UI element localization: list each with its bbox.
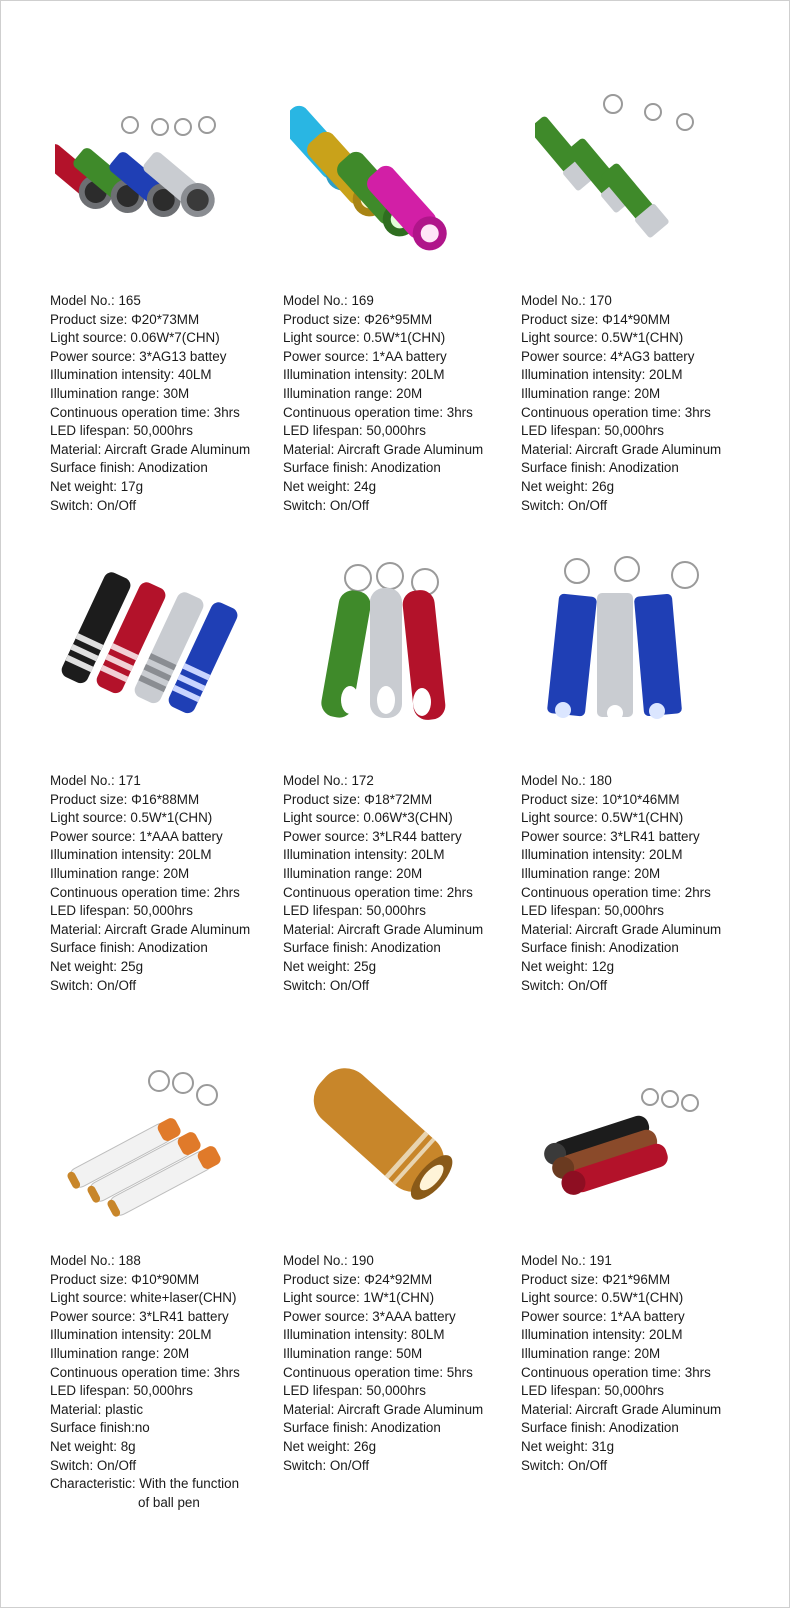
spec-weight: Net weight: 17g xyxy=(50,478,144,494)
spec-range: Illumination range: 20M xyxy=(50,1345,190,1361)
spec-weight: Net weight: 26g xyxy=(283,1438,377,1454)
spec-intensity: Illumination intensity: 20LM xyxy=(50,847,212,863)
spec-power: Power source: 1*AA battery xyxy=(521,1308,685,1324)
flashlight-190-photo xyxy=(295,1050,485,1230)
spec-runtime: Continuous operation time: 3hrs xyxy=(521,1364,711,1380)
spec-material: Material: Aircraft Grade Aluminum xyxy=(521,1401,722,1417)
spec-light: Light source: 1W*1(CHN) xyxy=(283,1290,435,1306)
flashlight-170-photo xyxy=(535,90,725,270)
spec-weight: Net weight: 24g xyxy=(283,478,377,494)
spec-weight: Net weight: 12g xyxy=(521,958,615,974)
spec-lifespan: LED lifespan: 50,000hrs xyxy=(50,423,193,439)
spec-model: Model No.: 190 xyxy=(283,1253,374,1268)
spec-light: Light source: 0.5W*1(CHN) xyxy=(50,810,213,826)
spec-range: Illumination range: 20M xyxy=(521,385,661,401)
spec-size: Product size: Φ24*92MM xyxy=(283,1271,433,1287)
keyring-icon xyxy=(149,1071,217,1105)
spec-finish: Surface finish: Anodization xyxy=(283,940,441,956)
flashlight-172-photo xyxy=(300,560,490,740)
spec-material: Material: Aircraft Grade Aluminum xyxy=(521,441,722,457)
spec-model: Model No.: 172 xyxy=(283,773,374,788)
spec-switch: Switch: On/Off xyxy=(50,977,137,993)
spec-switch: Switch: On/Off xyxy=(283,977,370,993)
product-specs-171 xyxy=(50,772,250,995)
spec-model: Model No.: 180 xyxy=(521,773,612,788)
spec-material: Material: Aircraft Grade Aluminum xyxy=(283,1401,484,1417)
spec-switch: Switch: On/Off xyxy=(283,497,370,513)
spec-finish: Surface finish: Anodization xyxy=(283,1420,441,1436)
spec-model: Model No.: 169 xyxy=(283,293,374,308)
spec-runtime: Continuous operation time: 2hrs xyxy=(521,884,711,900)
spec-model: Model No.: 188 xyxy=(50,1253,141,1268)
spec-light: Light source: 0.5W*1(CHN) xyxy=(521,810,684,826)
spec-range: Illumination range: 50M xyxy=(283,1345,423,1361)
product-specs-188 xyxy=(50,1252,240,1512)
spec-runtime: Continuous operation time: 3hrs xyxy=(521,404,711,420)
flashlight-165-photo xyxy=(55,105,245,285)
spec-runtime: Continuous operation time: 5hrs xyxy=(283,1364,473,1380)
spec-lifespan: LED lifespan: 50,000hrs xyxy=(521,1383,664,1399)
spec-light: Light source: 0.06W*3(CHN) xyxy=(283,810,453,826)
spec-size: Product size: Φ21*96MM xyxy=(521,1271,671,1287)
spec-runtime: Continuous operation time: 2hrs xyxy=(283,884,473,900)
spec-model: Model No.: 165 xyxy=(50,293,141,308)
spec-power: Power source: 3*AAA battery xyxy=(283,1308,456,1324)
spec-lifespan: LED lifespan: 50,000hrs xyxy=(50,1383,193,1399)
spec-material: Material: Aircraft Grade Aluminum xyxy=(50,441,251,457)
keyring-icon xyxy=(642,1089,698,1111)
spec-range: Illumination range: 20M xyxy=(283,865,423,881)
spec-range: Illumination range: 20M xyxy=(521,865,661,881)
spec-lifespan: LED lifespan: 50,000hrs xyxy=(283,903,426,919)
spec-size: Product size: Φ14*90MM xyxy=(521,311,671,327)
spec-model: Model No.: 171 xyxy=(50,773,141,788)
spec-material: Material: plastic xyxy=(50,1401,144,1417)
product-specs-165 xyxy=(50,292,250,515)
spec-model: Model No.: 191 xyxy=(521,1253,612,1268)
spec-range: Illumination range: 20M xyxy=(521,1345,661,1361)
product-specs-180 xyxy=(521,772,721,995)
spec-power: Power source: 4*AG3 battery xyxy=(521,348,695,364)
spec-characteristic: Characteristic: With the function xyxy=(50,1476,240,1492)
spec-runtime: Continuous operation time: 3hrs xyxy=(50,404,240,420)
spec-weight: Net weight: 31g xyxy=(521,1438,615,1454)
spec-switch: Switch: On/Off xyxy=(521,977,608,993)
spec-runtime: Continuous operation time: 2hrs xyxy=(50,884,240,900)
spec-switch: Switch: On/Off xyxy=(50,497,137,513)
spec-intensity: Illumination intensity: 20LM xyxy=(283,847,445,863)
spec-switch: Switch: On/Off xyxy=(521,497,608,513)
spec-power: Power source: 1*AA battery xyxy=(283,348,447,364)
spec-finish: Surface finish: Anodization xyxy=(521,460,679,476)
flashlight-188-photo xyxy=(55,1065,245,1245)
spec-intensity: Illumination intensity: 20LM xyxy=(521,1327,683,1343)
spec-size: Product size: Φ18*72MM xyxy=(283,791,433,807)
spec-intensity: Illumination intensity: 80LM xyxy=(283,1327,445,1343)
flashlight-191-photo xyxy=(540,1075,730,1255)
flashlight-169-photo xyxy=(290,95,480,275)
spec-size: Product size: Φ26*95MM xyxy=(283,311,433,327)
spec-switch: Switch: On/Off xyxy=(521,1457,608,1473)
spec-finish: Surface finish: Anodization xyxy=(521,940,679,956)
spec-finish: Surface finish: Anodization xyxy=(521,1420,679,1436)
spec-power: Power source: 3*LR44 battery xyxy=(283,828,462,844)
spec-intensity: Illumination intensity: 20LM xyxy=(50,1327,212,1343)
spec-switch: Switch: On/Off xyxy=(283,1457,370,1473)
spec-intensity: Illumination intensity: 40LM xyxy=(50,367,212,383)
spec-lifespan: LED lifespan: 50,000hrs xyxy=(283,1383,426,1399)
spec-characteristic-continuation: of ball pen xyxy=(138,1494,200,1510)
spec-finish: Surface finish: Anodization xyxy=(50,940,208,956)
flashlight-171-photo xyxy=(50,560,240,740)
spec-lifespan: LED lifespan: 50,000hrs xyxy=(521,423,664,439)
spec-range: Illumination range: 20M xyxy=(50,865,190,881)
spec-light: Light source: white+laser(CHN) xyxy=(50,1290,237,1306)
spec-weight: Net weight: 25g xyxy=(283,958,377,974)
spec-switch: Switch: On/Off xyxy=(50,1457,137,1473)
spec-size: Product size: Φ20*73MM xyxy=(50,311,200,327)
spec-weight: Net weight: 25g xyxy=(50,958,144,974)
spec-light: Light source: 0.5W*1(CHN) xyxy=(521,1290,684,1306)
spec-runtime: Continuous operation time: 3hrs xyxy=(50,1364,240,1380)
spec-lifespan: LED lifespan: 50,000hrs xyxy=(521,903,664,919)
spec-light: Light source: 0.06W*7(CHN) xyxy=(50,330,220,346)
spec-power: Power source: 1*AAA battery xyxy=(50,828,223,844)
spec-size: Product size: Φ10*90MM xyxy=(50,1271,200,1287)
spec-light: Light source: 0.5W*1(CHN) xyxy=(283,330,446,346)
spec-material: Material: Aircraft Grade Aluminum xyxy=(50,921,251,937)
product-specs-170 xyxy=(521,292,721,515)
keyring-icon xyxy=(565,557,698,588)
spec-material: Material: Aircraft Grade Aluminum xyxy=(283,441,484,457)
spec-light: Light source: 0.5W*1(CHN) xyxy=(521,330,684,346)
spec-range: Illumination range: 20M xyxy=(283,385,423,401)
product-specs-190 xyxy=(283,1252,483,1475)
spec-finish: Surface finish:no xyxy=(50,1420,150,1436)
spec-power: Power source: 3*LR41 battery xyxy=(50,1308,229,1324)
spec-model: Model No.: 170 xyxy=(521,293,612,308)
spec-size: Product size: 10*10*46MM xyxy=(521,791,680,807)
spec-range: Illumination range: 30M xyxy=(50,385,190,401)
spec-intensity: Illumination intensity: 20LM xyxy=(521,367,683,383)
product-specs-172 xyxy=(283,772,483,995)
spec-intensity: Illumination intensity: 20LM xyxy=(283,367,445,383)
spec-finish: Surface finish: Anodization xyxy=(50,460,208,476)
product-specs-191 xyxy=(521,1252,721,1475)
spec-weight: Net weight: 8g xyxy=(50,1438,136,1454)
spec-power: Power source: 3*AG13 battey xyxy=(50,348,227,364)
flashlight-180-photo xyxy=(535,555,725,735)
spec-intensity: Illumination intensity: 20LM xyxy=(521,847,683,863)
spec-runtime: Continuous operation time: 3hrs xyxy=(283,404,473,420)
spec-lifespan: LED lifespan: 50,000hrs xyxy=(283,423,426,439)
keyring-icon xyxy=(122,117,215,135)
spec-finish: Surface finish: Anodization xyxy=(283,460,441,476)
spec-material: Material: Aircraft Grade Aluminum xyxy=(521,921,722,937)
spec-power: Power source: 3*LR41 battery xyxy=(521,828,700,844)
spec-size: Product size: Φ16*88MM xyxy=(50,791,200,807)
spec-material: Material: Aircraft Grade Aluminum xyxy=(283,921,484,937)
product-specs-169 xyxy=(283,292,483,515)
spec-lifespan: LED lifespan: 50,000hrs xyxy=(50,903,193,919)
keyring-icon xyxy=(604,95,693,130)
spec-weight: Net weight: 26g xyxy=(521,478,615,494)
